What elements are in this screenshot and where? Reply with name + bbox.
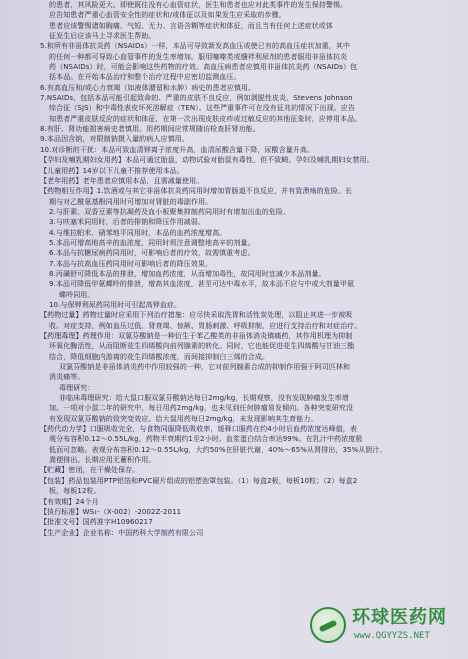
section-line: 【孕妇及哺乳期妇女用药】本品可通过胎盘，动物试验对胎鼠有毒性，但不致畸。孕妇及哺乳期妇女禁用。 [40, 156, 374, 165]
section-line: 【包装】药品包装用PTP铝箔和PVC硬片组成的铝塑泡罩包装。（1）每盒2板，每板10粒；（2）每盒2 [40, 476, 358, 485]
globe-logo-icon [310, 607, 346, 643]
text-line: 8.丙磺舒可降低本品的排泄，增加血药浓度，从而增加毒性，故同用时宜减少本品剂量。 [49, 269, 326, 278]
text-line: 板，每板12粒。 [49, 487, 101, 496]
text-line: 知患者严重皮肤反应的症状和体征，在第一次出现皮肤皮疹或过敏反应的其他征象时，应停用本品。 [49, 114, 362, 123]
text-line: 蝶呤同用。 [59, 290, 95, 299]
watermark-site-name: 环球医药网 [352, 607, 447, 628]
text-line: 非临床毒理研究：给大鼠口服双氯芬酸钠达每日2mg/kg，长期观察，没有发现肿瘤发生率增 [59, 394, 349, 403]
section-line: 【生产企业】企业名称：中国药科大学制药有限公司 [40, 528, 204, 537]
text-line: 低而可忽略。表观分布容积0.12～0.55L/kg，大约50%在肝脏代谢，40%～65%从肾排出，35%从胆汁、 [49, 445, 387, 454]
text-line: 6.有高血压和/或心力衰竭（如液体潴留和水肿）病史的患者应慎用。 [40, 83, 256, 92]
text-line: 患者应该警惕诸如胸痛、气短、无力、言语含糊等症状和体征，而且当有任何上述症状或体 [49, 21, 333, 30]
text-line: 观分布容积0.12～0.55L/kg，药物半衰期约1至2小时。血浆蛋白结合率达99%。在乳汁中药浓度极 [49, 435, 363, 444]
text-line: 期与对乙酰氨基酚同用时可增加对肾脏的毒副作用。 [49, 197, 213, 206]
site-watermark-logo [310, 603, 460, 647]
text-line: 9.本品因含钠，对限制钠摄入量的病人应慎用。 [40, 135, 189, 144]
text-line: 7.本品与抗高血压药同用时可影响后者的降压效果。 [49, 259, 213, 268]
text-line: 环氧化酶活性，从而阻断花生四烯酸向前列腺素的转化。同时，它也能促进花生四烯酸与甘油三酯 [49, 342, 355, 351]
text-line: 结合，降低细胞内游离的花生四烯酸浓度，而间接抑制白三烯的合成。 [49, 352, 270, 361]
section-line: 【药物过量】药物过量时应采用下列治疗措施：应尽快采取洗胃和活性炭处理，以阻止其进一步被吸 [40, 311, 353, 320]
section-line: 【儿童用药】14岁以下儿童不推荐使用本品。 [40, 166, 185, 175]
text-line: 有发现双氯芬酸钠的致突变效应。给大鼠用药每日2mg/kg，未发现影响其生育能力。 [49, 414, 318, 423]
text-line: 应告知患者严重心血管安全性的症状和/或体征以及如果发生应采取的步骤。 [49, 11, 286, 20]
leaflet-text [40, 0, 458, 538]
watermark-site-url: www.QGYYZS.NET [354, 631, 430, 641]
text-line: 9.本品可降低甲氨蝶呤的排泄，增高其血浓度，甚至可达中毒水平，故本品不应与中或大剂量甲氨 [49, 280, 355, 289]
text-line: 5.本品可增高地高辛的血浓度，同用时须注意调整地高辛的剂量。 [49, 238, 255, 247]
text-line: 的患者，其风险更大。即使既往没有心血管症状，医生和患者也应对此类事件的发生保持警惕。 [49, 1, 348, 9]
section-line: 【药物相互作用】1.饮酒或与其它非甾体抗炎药同用时增加胃肠道不良反应，并有致溃疡的危险。长 [40, 187, 353, 196]
text-line: 收。对症支持，例如血压过低、肾衰竭、惊厥、胃肠刺激、呼吸抑制，应进行支持治疗和对症治疗。 [49, 321, 362, 330]
section-line: 【有效期】24个月 [40, 497, 99, 506]
section-line: 【药代动力学】口服吸收完全，与食物同服降低吸收率，缓释口服药在约4小时后血药浓度达峰值，表 [40, 425, 357, 434]
text-line: 5.和所有非甾体抗炎药（NSAIDs）一样，本品可导致新发高血压或使已有的高血压症状加重，其中 [40, 42, 351, 51]
section-line: 【执行标准】WS₁-（X-002）-2002Z-2011 [40, 507, 182, 516]
text-line: 6.本品与抗糖尿病药同用时，可影响后者的疗效，故需慎重考虑。 [49, 249, 255, 258]
text-line: 双氯芬酸钠是非甾体消炎药中作用较强的一种，它对前列腺素合成的抑制作用强于阿司匹林和 [59, 363, 351, 372]
text-line: 综合征（SJS）和中毒性表皮坏死溶解症（TEN）。这些严重事件可在没有征兆的情况下出现。应告 [49, 104, 355, 113]
section-line: 【老年用药】老年患者应慎用本品，且需减量使用。 [40, 176, 204, 185]
text-line: 3.与呋塞米同用时，后者的排钠和降压作用减弱。 [49, 218, 205, 227]
section-line: 【贮藏】密闭，在干燥处保存。 [40, 466, 140, 475]
text-line: 征发生后应该马上寻求医生帮助。 [49, 32, 156, 41]
section-line: 【批准文号】国药准字H10960217 [40, 518, 153, 527]
text-line: 毒理研究： [59, 383, 95, 392]
text-line: 粪便排出。长期应用无蓄积作用。 [49, 456, 156, 465]
text-line: 加。一项对小鼠二年的研究中，每日用药2mg/kg，也未见到任何肿瘤易发倾向。各种突变研究没 [49, 404, 354, 413]
section-line: 【药理毒理】药理作用：双氯芬酸钠是一种衍生于苯乙酸类的非甾体消炎镇痛药，其作用机理为抑制 [40, 332, 353, 340]
text-line: 药（NSAIDs）时，可能会影响这些药物的疗效。高血压病患者应慎用非甾体抗炎药（NSAIDs）包 [49, 63, 358, 72]
text-line: 的任何一种都可导致心血管事件的发生率增加。服用噻嗪类或髓袢利尿剂的患者服用非甾体抗炎 [49, 52, 348, 61]
text-line: 消炎痛等。 [49, 373, 85, 382]
text-line: 括本品。在开始本品治疗和整个治疗过程中应密切监测血压。 [49, 73, 241, 82]
text-line: 7.NSAIDs，包括本品可能引起致命的、严重的皮肤不良反应，例如剥脱性皮炎、Stevens Johnson [40, 94, 353, 103]
text-line: 8.有肝、肾功能损害病史者慎用。用药期间应常规随访检查肝肾功能。 [40, 125, 260, 134]
text-line: 4.与维拉帕米、硝苯地平同用时，本品的血药浓度增高。 [49, 228, 227, 237]
text-line: 10.对诊断的干扰：本品可致血清钾离子浓度升高，血清尿酸含量下降，尿酸含量升高。 [40, 145, 315, 154]
text-line: 10.与保钾利尿药同用时可引起高钾血症。 [49, 300, 182, 309]
text-line: 2.与肝素、双香豆素等抗凝药及血小板聚集抑制药同用时有增加出血的危险。 [49, 207, 291, 216]
